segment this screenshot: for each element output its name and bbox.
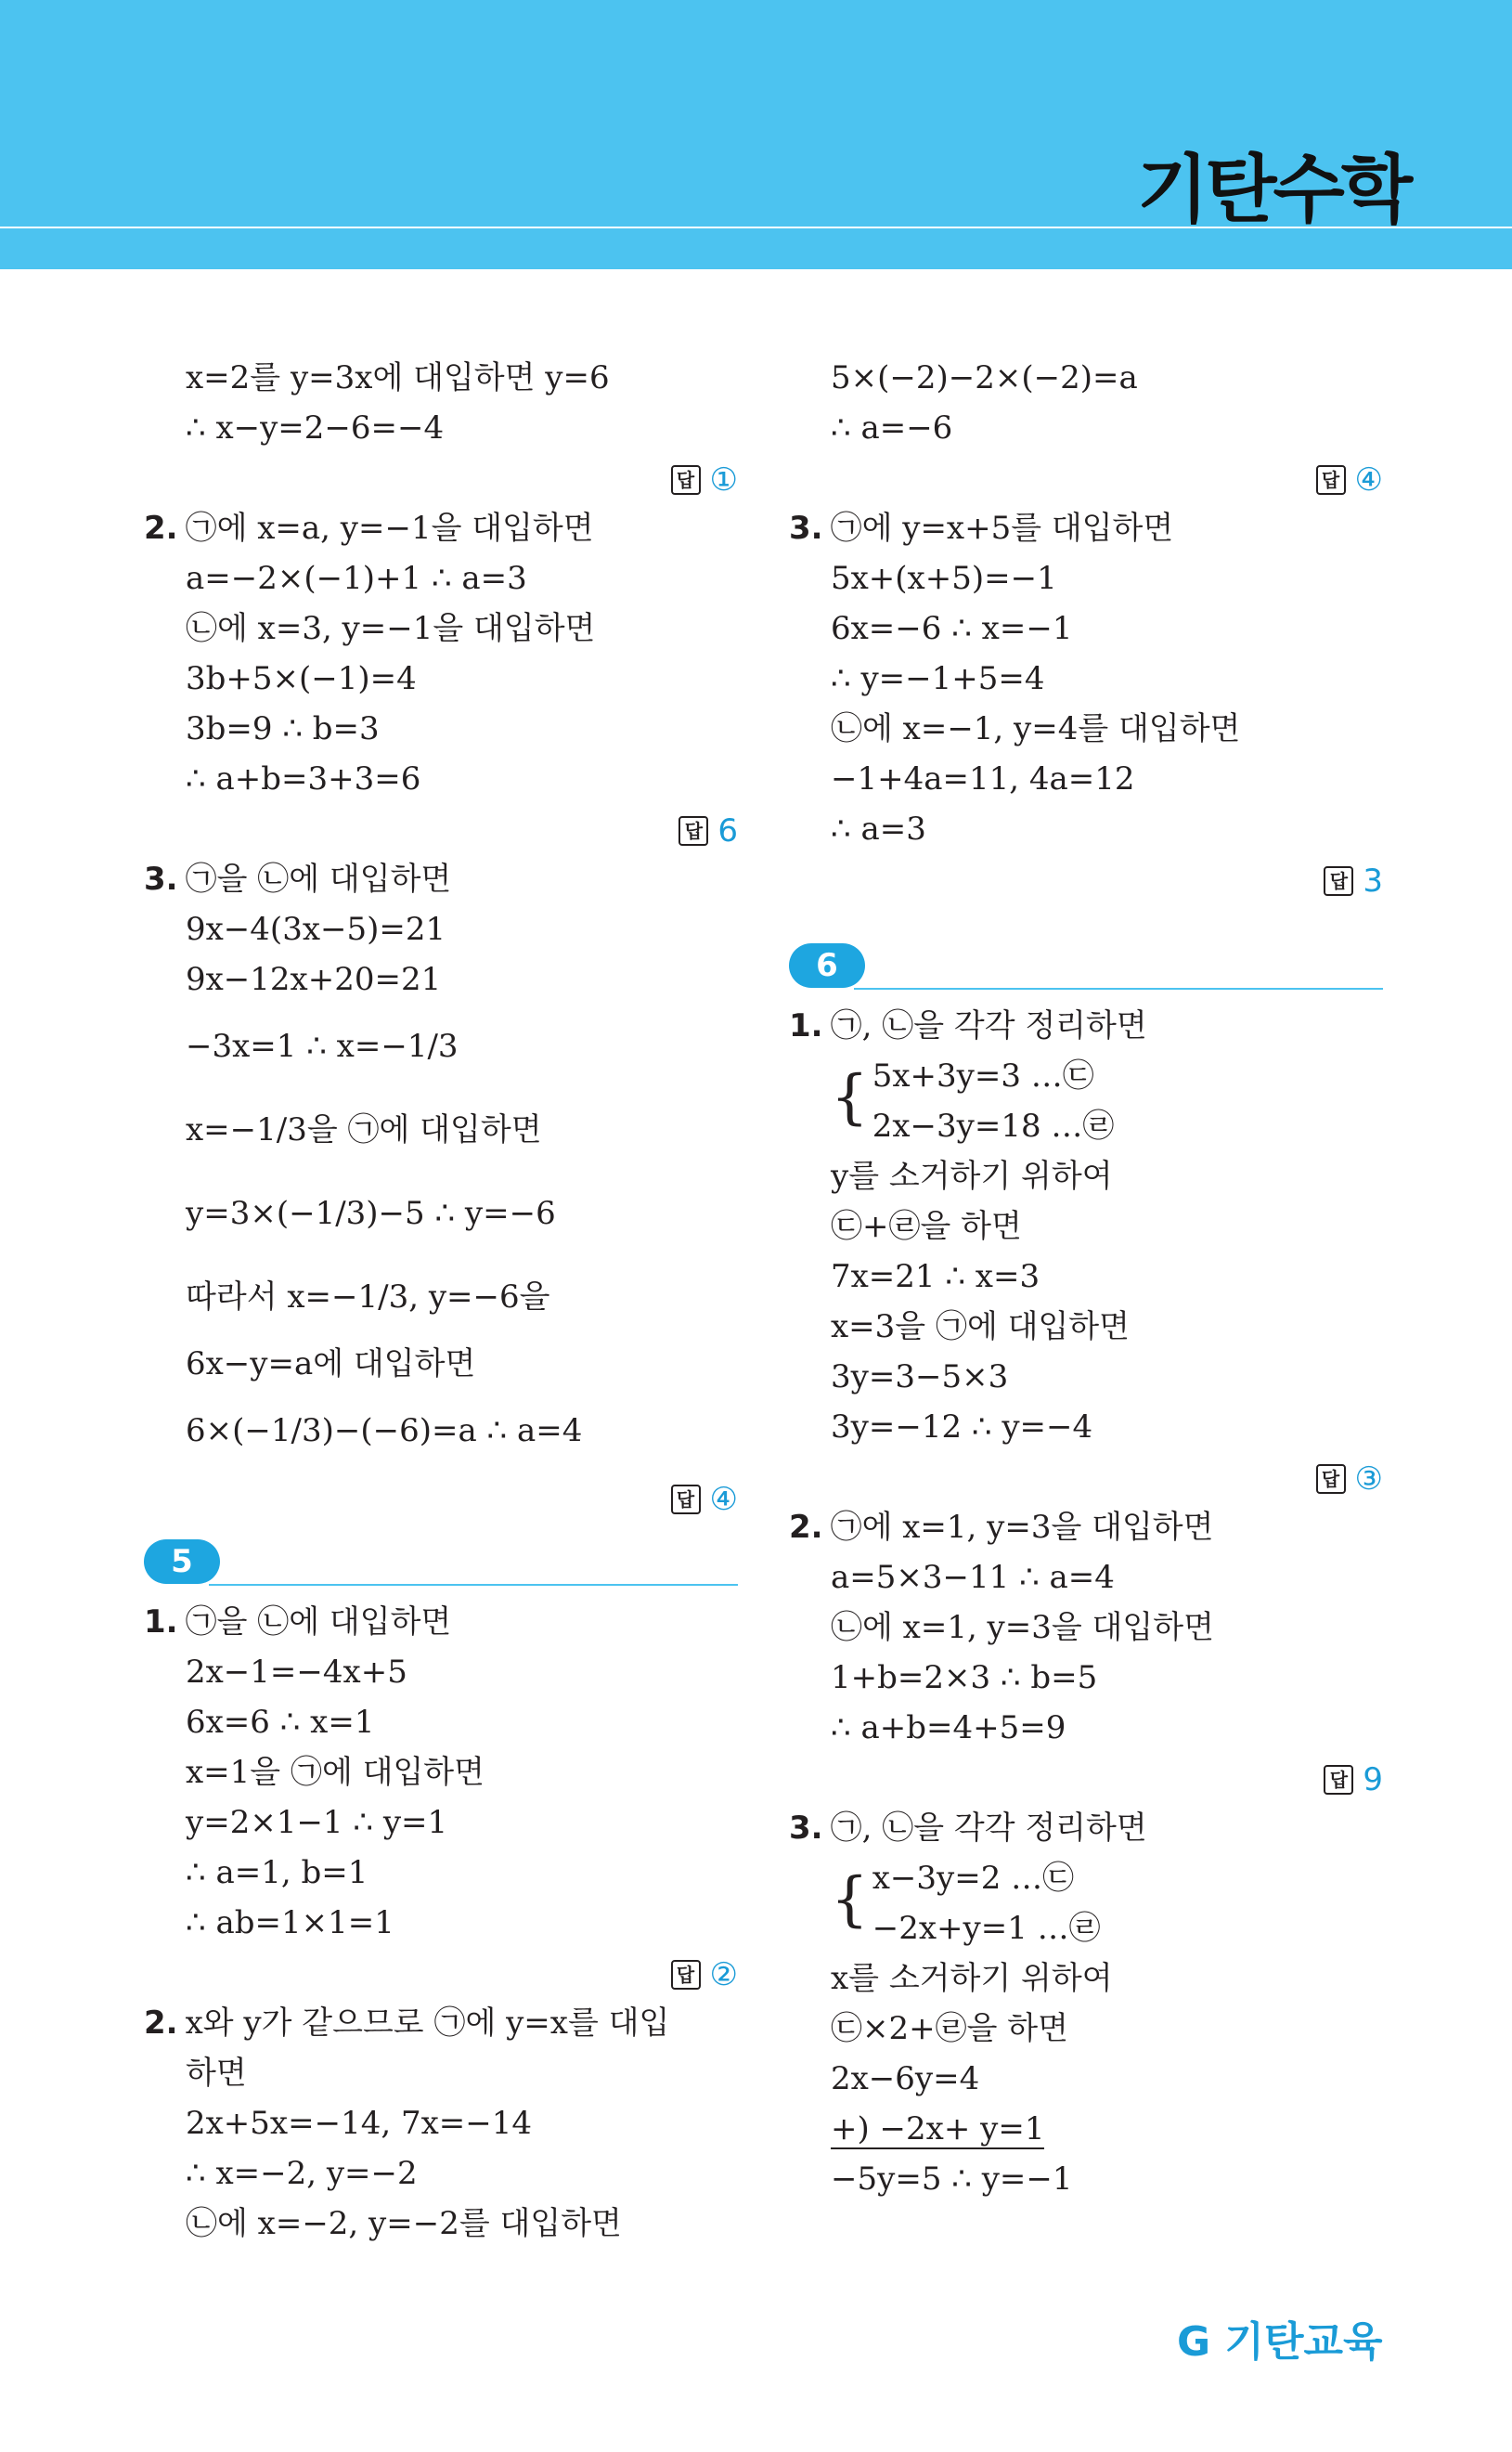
equation-system	[789, 1051, 1383, 1151]
section-rule	[854, 988, 1383, 990]
solution-text: ∴ a=3	[831, 811, 926, 848]
solution-text: x=3을 ㉠에 대입하면	[831, 1308, 1130, 1345]
solution-text: ∴ a=−6	[831, 409, 953, 447]
solution-line	[144, 954, 738, 1005]
spacer	[789, 904, 1383, 927]
answer-line	[144, 1948, 738, 1998]
answer-line	[144, 804, 738, 854]
solution-line	[144, 1797, 738, 1848]
answer-value: 9	[1363, 1761, 1383, 1798]
solution-line	[789, 1201, 1383, 1252]
solution-line	[144, 1697, 738, 1747]
solution-line	[144, 1898, 738, 1948]
problem-number: 1.	[789, 1007, 823, 1044]
solution-text: 3y=3−5×3	[831, 1358, 1009, 1395]
problem-number: 3.	[789, 510, 823, 547]
solution-text: −3x=1 ∴ x=−1/3	[186, 1028, 459, 1065]
solution-line	[144, 904, 738, 954]
answer-tag: 답	[671, 465, 701, 495]
problem-number: 1.	[144, 1603, 178, 1641]
problem-number: 3.	[144, 861, 178, 898]
solution-text: 5×(−2)−2×(−2)=a	[831, 359, 1138, 396]
solution-text: x를 소거하기 위하여	[831, 1960, 1113, 1997]
solution-text: 6x=−6 ∴ x=−1	[831, 610, 1073, 647]
solution-line	[144, 1647, 738, 1697]
solution-line	[144, 403, 738, 453]
solution-text: ㉡에 x=−1, y=4를 대입하면	[831, 710, 1241, 747]
solution-line	[789, 1703, 1383, 1753]
solution-line	[144, 603, 738, 654]
solution-line	[144, 654, 738, 704]
solution-line	[789, 1552, 1383, 1602]
equation-system	[789, 1853, 1383, 1953]
solution-line	[144, 2048, 738, 2098]
solution-text: 6x−y=a에 대입하면	[186, 1345, 476, 1382]
solution-text: a=5×3−11 ∴ a=4	[831, 1559, 1115, 1596]
solution-text: ㉡에 x=3, y=−1을 대입하면	[186, 610, 596, 647]
solution-line	[144, 1389, 738, 1472]
section-rule	[209, 1584, 738, 1586]
header-band	[0, 0, 1512, 269]
solution-text: 하면	[186, 2055, 247, 2092]
solution-text: ㉠을 ㉡에 대입하면	[185, 861, 452, 898]
solution-text: ㉠에 x=a, y=−1을 대입하면	[185, 510, 594, 547]
solution-text: ㉢×2+㉣을 하면	[831, 2010, 1068, 2047]
answer-value: ①	[709, 461, 738, 499]
answer-line	[789, 1452, 1383, 1502]
solution-text: ㉠에 y=x+5를 대입하면	[830, 510, 1174, 547]
answer-value: 3	[1363, 863, 1383, 900]
problem-number: 2.	[144, 510, 178, 547]
solution-text: 3b+5×(−1)=4	[186, 660, 417, 697]
solution-line	[789, 1001, 1383, 1051]
solution-text: 7x=21 ∴ x=3	[831, 1258, 1040, 1295]
brace-icon: {	[831, 1063, 869, 1132]
solution-text: ∴ x=−2, y=−2	[186, 2155, 418, 2192]
solution-text: 3b=9 ∴ b=3	[186, 710, 380, 747]
solution-line	[789, 503, 1383, 553]
solution-line	[789, 1151, 1383, 1201]
solution-line	[789, 1252, 1383, 1302]
solution-text: 2x−6y=4	[831, 2060, 980, 2097]
answer-value: ②	[709, 1956, 738, 1993]
solution-line	[144, 854, 738, 904]
solution-text: y=2×1−1 ∴ y=1	[186, 1804, 448, 1841]
solution-line	[789, 1653, 1383, 1703]
answer-value: ④	[1354, 461, 1383, 499]
solution-line	[789, 1803, 1383, 1853]
problem-number: 2.	[144, 2004, 178, 2042]
solution-text: y를 소거하기 위하여	[831, 1158, 1113, 1195]
solution-line	[789, 1502, 1383, 1552]
solution-line	[144, 1747, 738, 1797]
solution-line	[144, 1848, 738, 1898]
solution-text: 6×(−1/3)−(−6)=a ∴ a=4	[186, 1412, 583, 1449]
solution-text: ∴ a+b=4+5=9	[831, 1709, 1066, 1746]
publisher-logo: G 기탄교육	[1177, 2318, 1383, 2366]
system-equation: x−3y=2 …㉢	[872, 1860, 1075, 1897]
answer-value: 6	[717, 812, 738, 850]
answer-tag: 답	[1316, 465, 1346, 495]
section-header	[144, 1532, 738, 1597]
system-equation: 5x+3y=3 …㉢	[872, 1057, 1094, 1095]
solution-line	[789, 1953, 1383, 2004]
solution-text: 2x+5x=−14, 7x=−14	[186, 2105, 533, 2142]
solution-text: 3y=−12 ∴ y=−4	[831, 1408, 1093, 1446]
solution-text: 9x−4(3x−5)=21	[186, 911, 446, 948]
solution-line	[789, 353, 1383, 403]
solution-line	[789, 1602, 1383, 1653]
problem-number: 3.	[789, 1810, 823, 1847]
solution-line	[789, 603, 1383, 654]
solution-line	[144, 2199, 738, 2249]
answer-line	[144, 453, 738, 503]
solution-text: 1+b=2×3 ∴ b=5	[831, 1659, 1098, 1696]
solution-text: ㉡에 x=−2, y=−2를 대입하면	[186, 2205, 622, 2242]
solution-line	[144, 553, 738, 603]
section-badge: 5	[144, 1539, 220, 1584]
solution-text: ∴ y=−1+5=4	[831, 660, 1045, 697]
left-column	[144, 353, 738, 2249]
solution-line	[144, 353, 738, 403]
solution-line	[789, 704, 1383, 754]
solution-line	[789, 553, 1383, 603]
solution-line	[144, 2148, 738, 2199]
solution-text: ㉢+㉣을 하면	[831, 1208, 1022, 1245]
solution-line	[144, 1088, 738, 1172]
answer-tag: 답	[671, 1485, 701, 1514]
solution-line	[789, 754, 1383, 804]
solution-text: 9x−12x+20=21	[186, 961, 442, 998]
solution-line	[789, 1302, 1383, 1352]
solution-text: x와 y가 같으므로 ㉠에 y=x를 대입	[185, 2004, 670, 2042]
right-column	[789, 353, 1383, 2204]
problem-number: 2.	[789, 1509, 823, 1546]
answer-line	[144, 1472, 738, 1523]
solution-line	[789, 2154, 1383, 2204]
solution-line	[144, 2098, 738, 2148]
solution-line	[144, 1005, 738, 1088]
answer-value: ④	[709, 1481, 738, 1518]
solution-text: ㉠, ㉡을 각각 정리하면	[830, 1007, 1147, 1044]
solution-line	[789, 403, 1383, 453]
solution-text: ∴ ab=1×1=1	[186, 1904, 394, 1941]
solution-text: 따라서 x=−1/3, y=−6을	[186, 1278, 550, 1316]
system-equation: 2x−3y=18 …㉣	[872, 1108, 1115, 1145]
solution-text: ∴ x−y=2−6=−4	[186, 409, 445, 447]
system-equation: −2x+y=1 …㉣	[872, 1910, 1101, 1947]
solution-line	[789, 1352, 1383, 1402]
solution-text: x=2를 y=3x에 대입하면 y=6	[186, 359, 610, 396]
solution-text: ∴ a+b=3+3=6	[186, 760, 421, 798]
solution-text: x=−1/3을 ㉠에 대입하면	[186, 1111, 542, 1148]
answer-tag: 답	[1316, 1464, 1346, 1494]
section-badge: 6	[789, 943, 865, 988]
solution-line	[144, 1172, 738, 1255]
solution-line	[144, 1597, 738, 1647]
answer-line	[789, 1753, 1383, 1803]
solution-line	[789, 2054, 1383, 2104]
solution-text: ∴ a=1, b=1	[186, 1854, 368, 1891]
brace-icon: {	[831, 1865, 869, 1934]
solution-text: 6x=6 ∴ x=1	[186, 1704, 375, 1741]
solution-line	[789, 804, 1383, 854]
solution-line	[144, 1339, 738, 1389]
solution-text: 5x+(x+5)=−1	[831, 560, 1057, 597]
solution-text: ㉡에 x=1, y=3을 대입하면	[831, 1609, 1214, 1646]
solution-text: y=3×(−1/3)−5 ∴ y=−6	[186, 1195, 556, 1232]
solution-line	[144, 1998, 738, 2048]
section-header	[789, 936, 1383, 1001]
solution-text: −1+4a=11, 4a=12	[831, 760, 1135, 798]
solution-line	[789, 654, 1383, 704]
answer-tag: 답	[671, 1960, 701, 1990]
solution-line	[789, 1402, 1383, 1452]
solution-text: +) −2x+ y=1	[831, 2110, 1045, 2147]
solution-text: ㉠을 ㉡에 대입하면	[185, 1603, 452, 1641]
brand-logo: 기탄수학	[1137, 147, 1410, 233]
answer-tag: 답	[1324, 1765, 1353, 1795]
solution-text: −5y=5 ∴ y=−1	[831, 2160, 1073, 2198]
solution-text: ㉠, ㉡을 각각 정리하면	[830, 1810, 1147, 1847]
solution-line	[144, 503, 738, 553]
solution-line	[144, 1255, 738, 1339]
answer-line	[789, 453, 1383, 503]
solution-line	[789, 2004, 1383, 2054]
solution-text: x=1을 ㉠에 대입하면	[186, 1754, 485, 1791]
solution-text: a=−2×(−1)+1 ∴ a=3	[186, 560, 527, 597]
answer-value: ③	[1354, 1460, 1383, 1498]
solution-line	[144, 754, 738, 804]
solution-text: ㉠에 x=1, y=3을 대입하면	[830, 1509, 1214, 1546]
solution-line	[144, 704, 738, 754]
answer-tag: 답	[1324, 866, 1353, 896]
answer-line	[789, 854, 1383, 904]
solution-text: 2x−1=−4x+5	[186, 1654, 407, 1691]
solution-line	[789, 2104, 1383, 2154]
answer-tag: 답	[678, 816, 708, 846]
